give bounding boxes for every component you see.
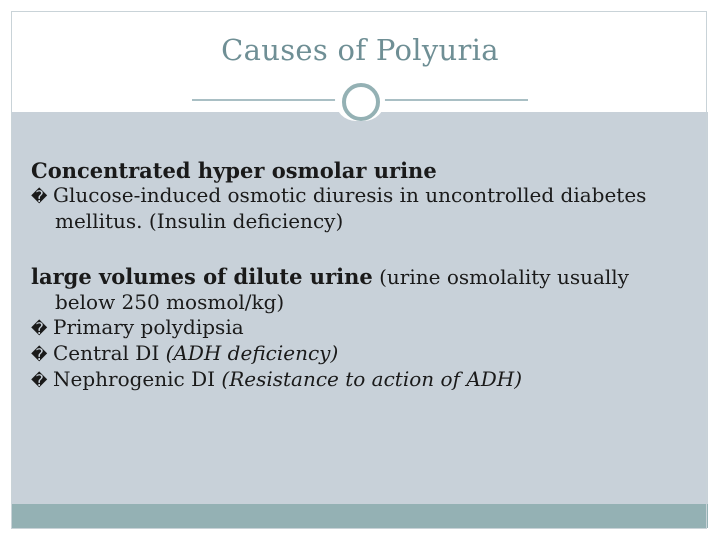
list-item-note: (ADH deficiency) <box>165 341 339 365</box>
section-gap <box>31 234 691 264</box>
list-item-text: Central DI <box>53 341 166 365</box>
list-item-note: (Resistance to action of ADH) <box>221 367 523 391</box>
list-item <box>31 341 691 367</box>
list-item <box>31 315 691 341</box>
bullet-icon: � <box>31 319 48 338</box>
bullet-icon: � <box>31 187 48 206</box>
list-item <box>31 183 691 234</box>
section-heading-concentrated: Concentrated hyper osmolar urine <box>31 158 437 183</box>
circle-ring-icon <box>342 83 380 121</box>
list-item-text: Glucose-induced osmotic diuresis in uncontrolled diabetes mellitus. (Insulin deficiency) <box>53 183 647 233</box>
section-heading-dilute: large volumes of dilute urine <box>31 264 373 289</box>
list-item-text: Primary polydipsia <box>53 315 244 339</box>
bullet-icon: � <box>31 345 48 364</box>
list-item <box>31 367 691 393</box>
section-heading-dilute-line <box>31 264 691 315</box>
list-item-text: Nephrogenic DI <box>53 367 222 391</box>
section-heading-note: (urine osmolality usually below 250 mosmol/kg) <box>55 265 629 314</box>
slide-title: Causes of Polyuria <box>221 33 499 67</box>
slide-body <box>31 158 691 393</box>
bullet-icon: � <box>31 371 48 390</box>
